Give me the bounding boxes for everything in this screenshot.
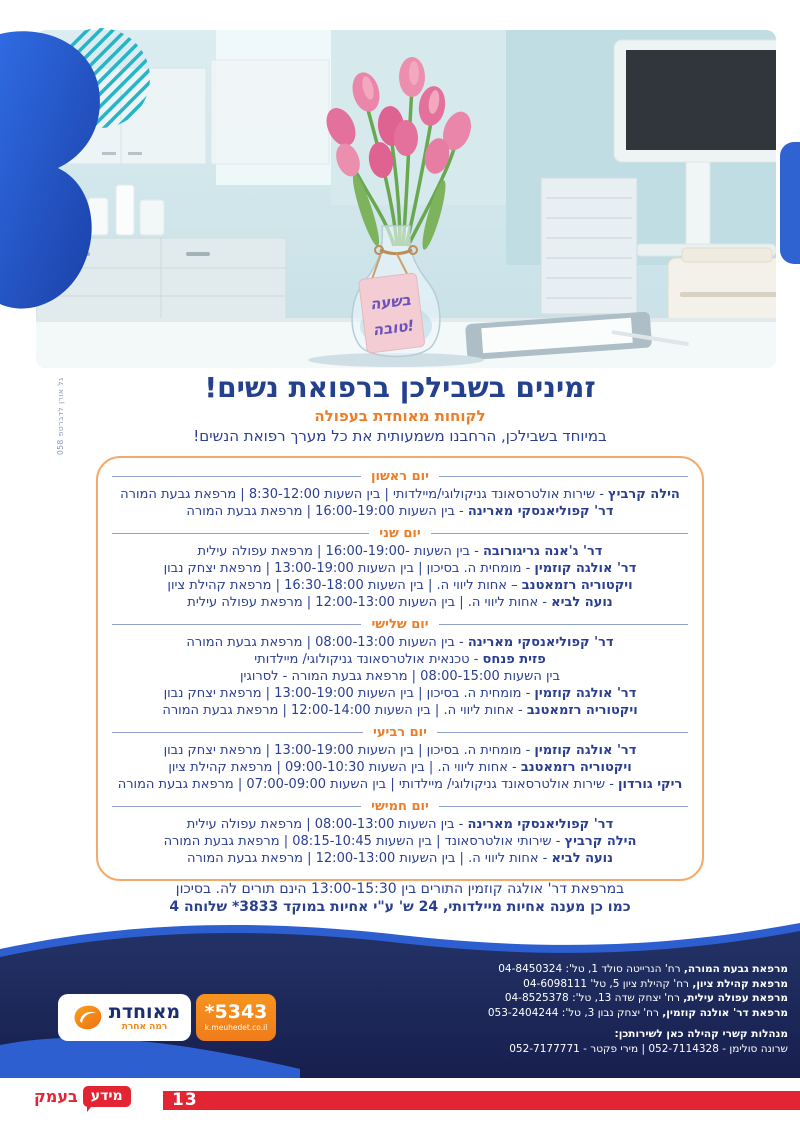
provider-details: – אחות ליווי ה. | בין השעות 16:30-18:00 | מרפאת קהילת ציון — [167, 578, 522, 593]
tag-text-line1: בשעה — [369, 290, 412, 314]
schedule-row — [112, 634, 688, 651]
provider-name: הילה קרביץ — [564, 834, 637, 849]
day-label: יום שלישי — [371, 617, 429, 632]
provider-name: דר' אולגה קוזמין — [534, 743, 637, 758]
website-url: k.meuhedet.co.il — [204, 1023, 268, 1033]
schedule-row — [112, 742, 688, 759]
provider-name: נועה לביא — [551, 851, 614, 866]
provider-name: דר' אולגה קוזמין — [534, 686, 637, 701]
clinic-details: רח' יצחק נבון 3, טל': 053-2404244 — [487, 1006, 663, 1019]
schedule-row — [112, 816, 688, 833]
schedule-row — [112, 560, 688, 577]
headline-block — [0, 372, 800, 445]
upper-cabinet — [36, 60, 329, 164]
right-edge-decoration — [780, 142, 800, 264]
provider-details: - טכנאית אולטרסאונד גניקולוגי/ מיילדותי — [254, 652, 483, 667]
outlet-logo — [34, 1086, 131, 1107]
divider-line — [112, 533, 369, 534]
divider-line — [439, 806, 688, 807]
day-label: יום שני — [379, 526, 421, 541]
provider-name: הילה קרביץ — [608, 487, 680, 502]
schedule-row — [112, 833, 688, 850]
meuhedet-logo-text — [109, 1003, 180, 1032]
day-label: יום חמישי — [371, 799, 429, 814]
provider-details: - שירות אולטרסאונד גניקולוגי/ מיילדותי | בין השעות 07:00-09:00 | מרפאת גבעת המורה — [117, 777, 619, 792]
meuhedet-logo-group — [58, 994, 276, 1041]
provider-details: בין השעות 08:00-15:00 | מרפאת גבעת המורה - לסרוגין — [240, 669, 560, 684]
provider-name: ויקטוריה רזמאטנב — [520, 760, 632, 775]
schedule-row — [112, 702, 688, 719]
meuhedet-logo-card — [58, 994, 191, 1041]
provider-details: - בין השעות 08:00-13:00 | מרפאת עפולה עילית — [186, 817, 468, 832]
schedule-row — [112, 543, 688, 560]
provider-name: דר' קפוליאנסקי מארינה — [467, 635, 614, 650]
divider-line — [112, 624, 361, 625]
clinic-line — [488, 991, 788, 1006]
clinic-name: מרפאת גבעת המורה, — [683, 963, 788, 975]
bottom-red-bar — [163, 1091, 800, 1110]
clinic-name: מרפאת קהילת ציון, — [692, 977, 788, 990]
provider-details: - אחות ליווי ה. | בין השעות 12:00-14:00 | מרפאת גבעת המורה — [162, 703, 527, 718]
day-header — [112, 617, 688, 632]
schedule-row — [112, 776, 688, 793]
provider-details: - בין השעות -16:00-19:00 | מרפאת עפולה עילית — [197, 544, 483, 559]
day-label: יום ראשון — [371, 469, 429, 484]
divider-line — [112, 806, 361, 807]
schedule-row — [112, 486, 688, 503]
provider-details: - בין השעות 16:00-19:00 | מרפאת גבעת המורה — [186, 504, 468, 519]
lower-cabinet — [36, 238, 286, 324]
schedule-row — [112, 668, 688, 685]
meuhedet-swoosh-icon — [69, 1000, 105, 1036]
schedule-row — [112, 759, 688, 776]
schedule-row — [112, 651, 688, 668]
day-header — [112, 526, 688, 541]
provider-details: - בין השעות 08:00-13:00 | מרפאת גבעת המורה — [186, 635, 468, 650]
divider-line — [439, 476, 688, 477]
divider-line — [439, 624, 688, 625]
provider-details: - מומחית ה. בסיכון | בין השעות 13:00-19:00 | מרפאת יצחק נבון — [163, 686, 535, 701]
page-subtitle: לקוחות מאוחדת בעפולה — [314, 407, 486, 425]
clinic-line — [488, 962, 788, 977]
page-number: 13 — [172, 1090, 198, 1110]
clinic-scene — [36, 30, 776, 368]
day-header — [112, 799, 688, 814]
brand-name: מאוחדת — [108, 1001, 181, 1023]
notes-block — [0, 880, 800, 917]
provider-name: פזית פנחס — [482, 652, 546, 667]
photo-credit: גל אורן לדברטפ 058 — [56, 377, 65, 455]
divider-line — [431, 533, 688, 534]
managers-block — [488, 1027, 788, 1056]
clinic-name: מרפאת דר' אולנה קוזמין, — [662, 1006, 788, 1019]
divider-line — [112, 476, 361, 477]
schedule-row — [112, 850, 688, 867]
provider-name: דר' ג'אנה גריגורובה — [482, 544, 603, 559]
provider-name: דר' אולגה קוזמין — [534, 561, 637, 576]
page-title: זמינים בשבילכן ברפואת נשים! — [204, 371, 596, 404]
page-description: במיוחד בשבילכן, הרחבנו משמעותית את כל מערך רפואת הנשים! — [193, 427, 607, 445]
printer — [668, 248, 776, 324]
drawer-unit — [541, 178, 637, 314]
phone-card — [196, 994, 276, 1041]
clinic-details: רח' קהילת ציון 5, טל' 04-6098111 — [523, 977, 693, 990]
clinic-line — [488, 977, 788, 992]
note-line-bold: כמו כן מענה אחיות מיילדותי, 24 ש' ע"י אחיות במוקד 3833* שלוחה 4 — [169, 899, 631, 915]
tag-text-line2: טובה! — [371, 316, 416, 340]
provider-name: נועה לביא — [551, 595, 613, 610]
clinic-name: מרפאת עפולה עילית, — [683, 992, 788, 1004]
outlet-bubble: מידע — [83, 1086, 131, 1107]
provider-details: - אחות ליווי ה. | בין השעות 12:00-13:00 | מרפאת עפולה עילית — [187, 595, 552, 610]
schedule-box — [96, 456, 704, 881]
provider-details: - שירות אולטרסאונד גניקולוגי/מיילדותי | בין השעות 8:30-12:00 | מרפאת גבעת המורה — [120, 487, 609, 502]
provider-details: - שירותי אולטרסאונד | בין השעות 08:15-10:45 | מרפאת גבעת המורה — [163, 834, 565, 849]
schedule-row — [112, 503, 688, 520]
schedule-row — [112, 577, 688, 594]
outlet-name: בעמק — [34, 1086, 78, 1106]
provider-name: ריקי גורדון — [618, 777, 683, 792]
schedule-row — [112, 594, 688, 611]
managers-line: שרונה סולימן - 052-7114328 | מירי פקטר - 052-7177771 — [509, 1042, 788, 1055]
provider-details: - מומחית ה. בסיכון | בין השעות 13:00-19:00 | מרפאת יצחק נבון — [163, 561, 535, 576]
provider-details: - אחות ליווי ה. | בין השעות 09:00-10:30 | מרפאת קהילת ציון — [168, 760, 521, 775]
clinic-photo — [36, 30, 776, 368]
clinic-details: רח' הנרייטה סולד 1, טל': 04-8450324 — [498, 963, 684, 975]
provider-name: ויקטוריה רזמאטנב — [526, 703, 638, 718]
provider-details: - אחות ליווי ה. | בין השעות 12:00-13:00 | מרפאת גבעת המורה — [186, 851, 552, 866]
clinic-details: רח' יצחק שדה 13, טל': 04-8525378 — [504, 992, 684, 1004]
note-line: במרפאת דר' אולגה קוזמין התורים בין 13:00-15:30 הינם תורים לה. בסיכון — [175, 881, 625, 897]
managers-heading: מנהלות קשרי קהילה כאן לשירותכן: — [614, 1028, 788, 1040]
divider-line — [112, 732, 363, 733]
day-label: יום רביעי — [373, 725, 427, 740]
day-header — [112, 469, 688, 484]
footer-contacts — [488, 962, 788, 1056]
schedule-row — [112, 685, 688, 702]
provider-name: ויקטוריה רזמאטנב — [521, 578, 633, 593]
phone-number: *5343 — [204, 1001, 268, 1024]
provider-details: - מומחית ה. בסיכון | בין השעות 13:00-19:00 | מרפאת יצחק נבון — [163, 743, 535, 758]
provider-name: דר' קפוליאנסקי מארינה — [467, 504, 614, 519]
brand-tagline: רמה אחרת — [121, 1022, 168, 1032]
divider-line — [437, 732, 688, 733]
day-header — [112, 725, 688, 740]
provider-name: דר' קפוליאנסקי מארינה — [467, 817, 614, 832]
clinic-line — [488, 1006, 788, 1021]
